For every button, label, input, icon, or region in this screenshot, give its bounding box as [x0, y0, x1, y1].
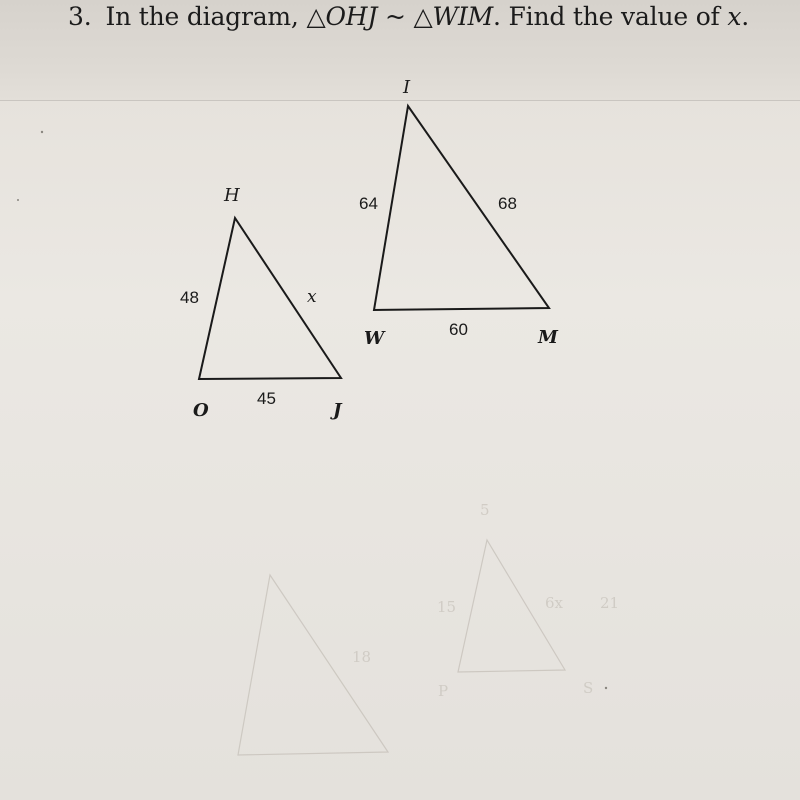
triangle-ohj [180, 185, 343, 421]
side-hj-length: x [307, 287, 317, 307]
vertex-j-label: J [333, 400, 342, 421]
ghost-label-2: 6x [545, 594, 564, 612]
vertex-i-label: I [403, 77, 411, 98]
side-wm-length: 60 [449, 320, 468, 339]
vertex-o-label: O [193, 400, 209, 421]
bleed-through-figures [238, 501, 619, 755]
ghost-label-7: P [438, 682, 449, 700]
ghost-label-1: 15 [437, 598, 457, 616]
vertex-m-label: M [538, 327, 558, 348]
similar-symbol: ~ [384, 2, 406, 31]
question-suffix: . Find the value of [493, 2, 720, 31]
triangle-wim-shape [374, 106, 549, 310]
vertex-h-label: H [224, 185, 240, 206]
ghost-label-3: 21 [600, 594, 620, 612]
side-im-length: 68 [498, 194, 517, 213]
vertex-w-label: W [364, 328, 385, 349]
triangle-wim [359, 77, 559, 349]
paper-speck [41, 131, 43, 133]
triangle-ohj-name: △OHJ [306, 2, 378, 31]
question-variable: x [727, 2, 742, 31]
ghost-label-5: S [583, 679, 594, 697]
question-end: . [741, 2, 749, 31]
ghost-label-6: 5 [480, 501, 490, 519]
side-oh-length: 48 [180, 288, 199, 307]
side-wi-length: 64 [359, 194, 378, 213]
side-oj-length: 45 [257, 389, 276, 408]
question-prefix: In the diagram, [105, 2, 299, 31]
paper-speck [605, 687, 607, 689]
ghost-label-4: 18 [352, 648, 372, 666]
triangle-wim-name: △WIM [413, 2, 494, 31]
triangle-ohj-shape [199, 218, 341, 379]
paper-speck [17, 199, 19, 201]
question-number: 3. [68, 2, 92, 31]
